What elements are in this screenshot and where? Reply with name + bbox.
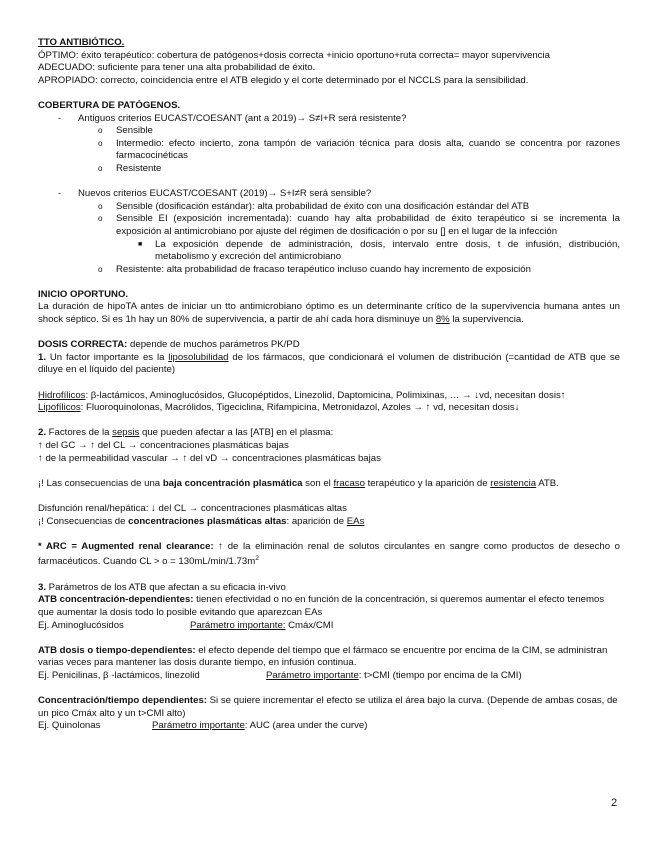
antiguos-item: Sensible — [116, 125, 153, 137]
list-item — [38, 201, 620, 214]
tto-optimo: ÓPTIMO: éxito terapéutico: cobertura de patógenos+dosis correcta +inicio oportuno+ruta correcta= mayor supervivencia — [38, 49, 550, 61]
p1-text-b: de los fármacos, que condicionará el volumen de distribución (=cantidad de ATB que se diluye en el líquido del paciente) — [38, 351, 620, 376]
warn1-f: resistencia — [490, 477, 537, 489]
hidrofilicos-text: : β-lactámicos, Aminoglucósidos, Glucopéptidos, Linezolid, Daptomicina, Polimixinas, … → ↓vd, necesitan dosis↑ — [85, 389, 566, 401]
tto-apropiado: APROPIADO: correcto, coincidencia entre el ATB elegido y el corte determinado por el NCCLS para la sensibilidad. — [38, 74, 529, 86]
ct-title: Concentración/tiempo dependientes: — [38, 695, 207, 707]
p3-text: Parámetros de los ATB que afectan a su eficacia in-vivo — [46, 581, 286, 593]
page-number: 2 — [611, 797, 618, 809]
conc-text: tienen efectividad o no en función de la concentración, si queremos aumentar el efecto tenemos que aumentar la dosis todo lo posible evitando que aparezcan EAs — [38, 594, 605, 618]
hidrofilicos-label: Hidrofílicos — [38, 389, 86, 401]
arc-note — [38, 541, 620, 569]
disfuncion-renal: Disfunción renal/hepática: ↓ del CL → concentraciones plasmáticas altas — [38, 502, 347, 514]
list-item — [38, 188, 620, 201]
dosis-heading-rest: depende de muchos parámetros PK/PD — [127, 339, 300, 351]
point-number: 3. — [38, 581, 47, 593]
dosis-point-2 — [38, 427, 620, 440]
tiempo-example — [38, 670, 620, 683]
conc-param-label: Parámetro importante: — [190, 619, 286, 631]
point-number: 2. — [38, 427, 47, 439]
tto-adecuado: ADECUADO: suficiente para tener una alta probabilidad de éxito. — [38, 62, 316, 74]
cobertura-list — [38, 113, 620, 176]
nuevos-list — [38, 188, 620, 276]
ct-example — [38, 720, 620, 733]
dash-bullet: - — [58, 112, 62, 124]
p2-underlined: sepsis — [112, 427, 140, 439]
dosis-point-3 — [38, 582, 620, 595]
list-item — [38, 113, 620, 126]
warn1-a: ¡! Las consecuencias de una — [38, 477, 163, 489]
inicio-text-b: la supervivencia. — [449, 314, 524, 326]
circle-bullet: o — [98, 214, 103, 224]
list-item — [38, 125, 620, 138]
warn1-e: terapéutico y la aparición de — [364, 477, 491, 489]
warn1-b: baja concentración plasmática — [162, 477, 303, 489]
ct-param-label: Parámetro importante — [152, 720, 245, 732]
conc-ej: Ej. Aminoglucósidos — [38, 619, 124, 631]
conc-param-value: Cmáx/CMI — [285, 619, 334, 631]
circle-bullet: o — [98, 264, 103, 274]
arc-title: * ARC = Augmented renal clearance: — [38, 540, 214, 552]
nuevos-item: Resistente: alta probabilidad de fracaso terapéutico incluso cuando hay incremento de exposición — [116, 263, 531, 275]
tiempo-text: el efecto depende del tiempo que el fármaco se encuentre por encima de la CIM, se administran varias veces para mantener las dosis durante tiempo, en infusión continua. — [38, 644, 608, 669]
ct-param-value: : AUC (area under the curve) — [244, 720, 368, 732]
list-item — [38, 138, 620, 163]
antiguos-item: Resistente — [116, 162, 162, 174]
conc-example — [38, 620, 620, 633]
list-item — [38, 264, 620, 277]
point-number: 1. — [38, 351, 47, 363]
warn1-c: son el — [302, 477, 334, 489]
list-item — [38, 213, 620, 238]
warn2-c: : aparición de — [286, 515, 347, 527]
tiempo-param-value: : t>CMI (tiempo por encima de la CMI) — [358, 669, 522, 681]
lipofilicos-line — [38, 402, 620, 415]
arc-text: ↑ de la eliminación renal de solutos circulantes en sangre como productos de desecho o farmacéuticos. Cuando CL > o = 130mL/min/1.73m — [38, 540, 620, 568]
hidrofilicos-line — [38, 390, 620, 403]
nuevos-item: Sensible (dosificación estándar): alta probabilidad de éxito con una dosificación estándar del ATB — [116, 200, 530, 212]
section-title-dosis: DOSIS CORRECTA: — [38, 339, 128, 351]
tiempo-title: ATB dosis o tiempo-dependientes: — [38, 644, 196, 656]
warn1-g: ATB. — [536, 477, 559, 489]
warning-alta-concentracion — [38, 516, 620, 529]
tiempo-dependientes — [38, 645, 620, 670]
lipofilicos-label: Lipofílicos — [38, 402, 81, 414]
square-bullet: ■ — [138, 240, 143, 248]
warn1-d: fracaso — [333, 477, 365, 489]
p1-underlined: liposolubilidad — [168, 351, 229, 363]
inicio-text — [38, 301, 620, 326]
warn2-b: concentraciones plasmáticas altas — [128, 515, 287, 527]
p2-line-1: ↑ del GC → ↑ del CL → concentraciones plasmáticas bajas — [38, 440, 289, 451]
nuevos-criterios: Nuevos criterios EUCAST/COESANT (2019)→ S+I≠R será sensible? — [78, 188, 372, 200]
warn2-d: EAs — [346, 515, 365, 527]
inicio-pct: 8% — [435, 314, 450, 326]
antiguos-item: Intermedio: efecto incierto, zona tampón de variación técnica para dosis alta, cuando se concentra por razones farmacocinéticas — [116, 137, 620, 162]
circle-bullet: o — [98, 138, 103, 148]
circle-bullet: o — [98, 126, 103, 136]
p2-text-a: Factores de la — [46, 427, 113, 439]
p2-text-b: que pueden afectar a las [ATB] en el plasma: — [139, 427, 334, 439]
p1-text-a: Un factor importante es la — [46, 351, 169, 363]
ct-text: Si se quiere incrementar el efecto se utiliza el área bajo la curva. (Depende de ambas cosas, de un pico Cmáx alto y un t>CMI alto) — [38, 695, 618, 719]
ct-ej: Ej. Quinolonas — [38, 720, 101, 732]
lipofilicos-text: : Fluoroquinolonas, Macrólidos, Tigeciclina, Rifampicina, Metronidazol, Azoles → ↑ vd, necesitan dosis↓ — [80, 402, 520, 414]
list-item — [38, 239, 620, 264]
inicio-text-a: La duración de hipoTA antes de iniciar un tto antimicrobiano óptimo es un determinante crítico de la supervivencia humana antes un shock séptico. Si es 1h hay un 80% de supervivencia, a partir de ahí cada hora disminuye un — [38, 301, 620, 326]
warn2-a: ¡! Consecuencias de — [38, 515, 129, 527]
nuevos-subitem: La exposición depende de administración, dosis, intervalo entre dosis, t de infusión, distribución, metabolismo y excreción del antimicrobiano — [155, 238, 620, 263]
section-title-cobertura: COBERTURA DE PATÓGENOS. — [38, 99, 181, 111]
dosis-point-1 — [38, 352, 620, 377]
p2-line-2: ↑ de la permeabilidad vascular → ↑ del vD → concentraciones plasmáticas bajas — [38, 452, 381, 464]
circle-bullet: o — [98, 201, 103, 211]
section-title-tto: TTO ANTIBIÓTICO. — [38, 37, 125, 48]
nuevos-item: Sensible EI (exposición incrementada): cuando hay alta probabilidad de éxito terapéutico si se incrementa la exposición al antimicrobiano por ajuste del régimen de dosificación o por su [] en el lugar de la infección — [116, 213, 620, 237]
arc-superscript: 2 — [255, 555, 259, 563]
conc-tiempo-dependientes — [38, 695, 620, 720]
section-title-inicio: INICIO OPORTUNO. — [38, 288, 129, 300]
tiempo-param-label: Parámetro importante — [266, 669, 359, 681]
dash-bullet: - — [58, 188, 62, 200]
warning-baja-concentracion — [38, 478, 620, 491]
conc-title: ATB concentración-dependientes: — [38, 594, 194, 606]
page-content — [38, 37, 620, 733]
tiempo-ej: Ej. Penicilinas, β -lactámicos, linezolid — [38, 669, 200, 681]
dosis-heading — [38, 339, 620, 352]
conc-dependientes — [38, 594, 620, 619]
list-item — [38, 163, 620, 176]
circle-bullet: o — [98, 163, 103, 173]
antiguos-criterios: Antiguos criterios EUCAST/COESANT (ant a 2019)→ S≠I+R será resistente? — [78, 112, 407, 124]
